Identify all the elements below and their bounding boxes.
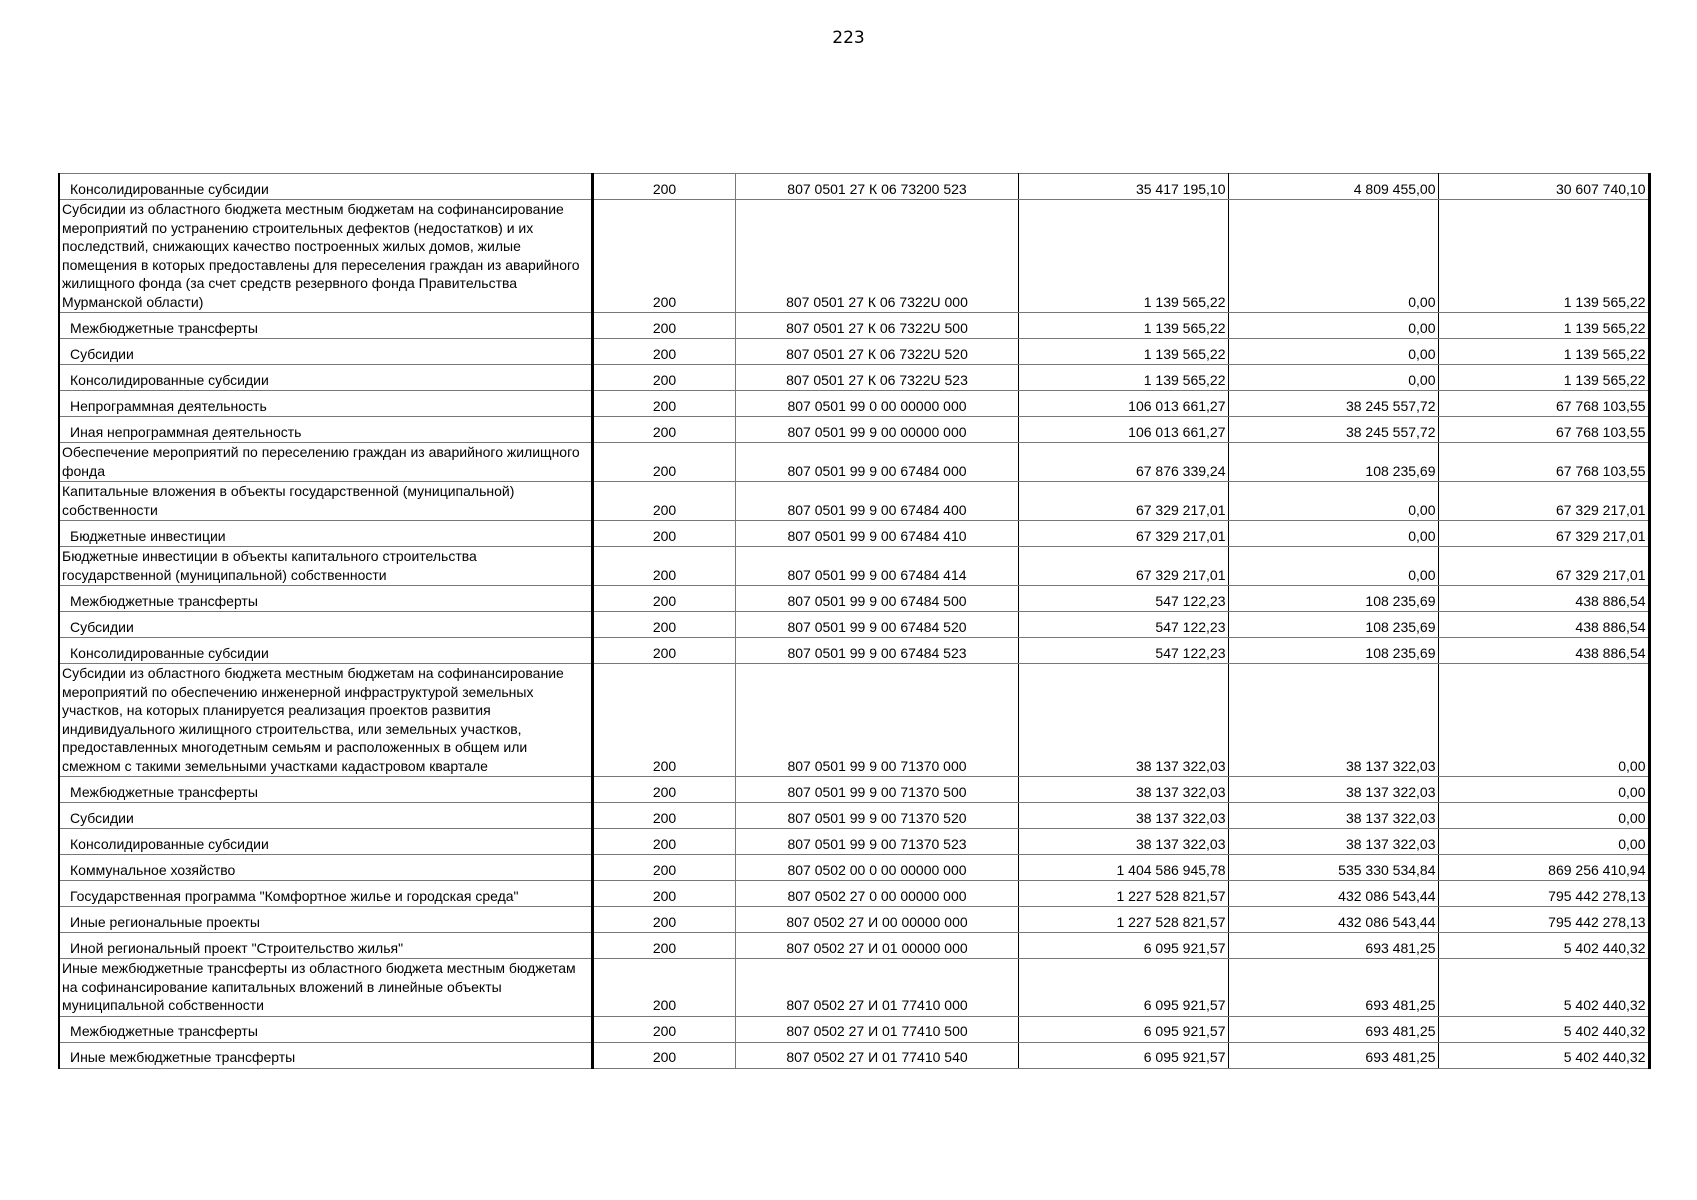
row-value-2: 108 235,69 [1228, 443, 1438, 482]
row-name: Коммунальное хозяйство [59, 855, 592, 881]
row-value-3: 5 402 440,32 [1438, 959, 1649, 1017]
row-code: 200 [592, 547, 735, 586]
row-value-3: 67 768 103,55 [1438, 443, 1649, 482]
table-row [59, 907, 1649, 933]
row-kbk: 807 0501 99 9 00 71370 523 [735, 829, 1018, 855]
row-value-1: 67 329 217,01 [1018, 547, 1228, 586]
row-value-1: 106 013 661,27 [1018, 391, 1228, 417]
row-code: 200 [592, 829, 735, 855]
row-kbk: 807 0501 99 9 00 67484 500 [735, 586, 1018, 612]
row-name: Государственная программа "Комфортное жилье и городская среда" [59, 881, 592, 907]
row-value-3: 438 886,54 [1438, 586, 1649, 612]
table-row [59, 612, 1649, 638]
table-row [59, 638, 1649, 664]
row-kbk: 807 0502 27 И 01 77410 500 [735, 1016, 1018, 1042]
row-value-3: 438 886,54 [1438, 612, 1649, 638]
row-kbk: 807 0502 27 И 01 77410 540 [735, 1042, 1018, 1068]
row-value-1: 38 137 322,03 [1018, 829, 1228, 855]
row-value-1: 38 137 322,03 [1018, 803, 1228, 829]
row-value-3: 1 139 565,22 [1438, 339, 1649, 365]
row-value-2: 38 137 322,03 [1228, 664, 1438, 777]
row-value-3: 67 768 103,55 [1438, 417, 1649, 443]
row-value-1: 6 095 921,57 [1018, 959, 1228, 1017]
table-row [59, 339, 1649, 365]
row-value-2: 108 235,69 [1228, 612, 1438, 638]
row-value-3: 30 607 740,10 [1438, 174, 1649, 200]
row-value-2: 0,00 [1228, 482, 1438, 521]
row-kbk: 807 0501 99 9 00 71370 520 [735, 803, 1018, 829]
row-value-3: 5 402 440,32 [1438, 933, 1649, 959]
row-value-2: 0,00 [1228, 365, 1438, 391]
table-row [59, 365, 1649, 391]
row-code: 200 [592, 313, 735, 339]
row-value-1: 67 329 217,01 [1018, 521, 1228, 547]
row-value-2: 38 137 322,03 [1228, 803, 1438, 829]
row-code: 200 [592, 881, 735, 907]
row-value-1: 6 095 921,57 [1018, 933, 1228, 959]
table-body [59, 174, 1649, 1069]
row-kbk: 807 0502 00 0 00 00000 000 [735, 855, 1018, 881]
row-name: Иные межбюджетные трансферты [59, 1042, 592, 1068]
budget-table [58, 173, 1651, 1069]
row-kbk: 807 0501 27 К 06 7322U 500 [735, 313, 1018, 339]
row-value-2: 693 481,25 [1228, 1016, 1438, 1042]
row-value-1: 6 095 921,57 [1018, 1042, 1228, 1068]
row-value-3: 0,00 [1438, 803, 1649, 829]
table-row [59, 664, 1649, 777]
row-name: Консолидированные субсидии [59, 174, 592, 200]
row-kbk: 807 0501 99 9 00 67484 400 [735, 482, 1018, 521]
row-value-3: 5 402 440,32 [1438, 1042, 1649, 1068]
row-code: 200 [592, 1042, 735, 1068]
row-kbk: 807 0501 99 0 00 00000 000 [735, 391, 1018, 417]
table-row [59, 829, 1649, 855]
row-kbk: 807 0502 27 0 00 00000 000 [735, 881, 1018, 907]
row-kbk: 807 0501 99 9 00 71370 500 [735, 777, 1018, 803]
row-name: Межбюджетные трансферты [59, 313, 592, 339]
row-value-2: 108 235,69 [1228, 586, 1438, 612]
table-row [59, 933, 1649, 959]
row-name: Межбюджетные трансферты [59, 1016, 592, 1042]
table-row [59, 803, 1649, 829]
row-name: Капитальные вложения в объекты государственной (муниципальной) собственности [59, 482, 592, 521]
row-name: Иная непрограммная деятельность [59, 417, 592, 443]
row-kbk: 807 0501 27 К 06 7322U 523 [735, 365, 1018, 391]
row-value-2: 0,00 [1228, 521, 1438, 547]
row-name: Консолидированные субсидии [59, 638, 592, 664]
row-value-1: 547 122,23 [1018, 612, 1228, 638]
row-value-1: 67 329 217,01 [1018, 482, 1228, 521]
row-code: 200 [592, 933, 735, 959]
row-kbk: 807 0501 99 9 00 67484 520 [735, 612, 1018, 638]
row-value-2: 38 137 322,03 [1228, 829, 1438, 855]
row-code: 200 [592, 200, 735, 313]
row-value-3: 5 402 440,32 [1438, 1016, 1649, 1042]
row-value-2: 108 235,69 [1228, 638, 1438, 664]
table-row [59, 443, 1649, 482]
row-code: 200 [592, 664, 735, 777]
row-value-3: 0,00 [1438, 777, 1649, 803]
row-name: Субсидии [59, 612, 592, 638]
row-code: 200 [592, 521, 735, 547]
row-value-1: 547 122,23 [1018, 638, 1228, 664]
row-value-1: 38 137 322,03 [1018, 664, 1228, 777]
row-kbk: 807 0501 99 9 00 67484 414 [735, 547, 1018, 586]
row-value-2: 535 330 534,84 [1228, 855, 1438, 881]
row-name: Межбюджетные трансферты [59, 777, 592, 803]
row-value-3: 67 329 217,01 [1438, 547, 1649, 586]
table-row [59, 417, 1649, 443]
row-code: 200 [592, 1016, 735, 1042]
table-row [59, 521, 1649, 547]
row-value-1: 6 095 921,57 [1018, 1016, 1228, 1042]
row-value-2: 0,00 [1228, 200, 1438, 313]
row-kbk: 807 0501 99 9 00 67484 000 [735, 443, 1018, 482]
table-row [59, 482, 1649, 521]
row-kbk: 807 0501 99 9 00 67484 410 [735, 521, 1018, 547]
row-value-3: 67 768 103,55 [1438, 391, 1649, 417]
table-row [59, 1016, 1649, 1042]
row-name: Консолидированные субсидии [59, 829, 592, 855]
row-kbk: 807 0502 27 И 00 00000 000 [735, 907, 1018, 933]
row-value-1: 106 013 661,27 [1018, 417, 1228, 443]
row-kbk: 807 0502 27 И 01 77410 000 [735, 959, 1018, 1017]
row-value-2: 693 481,25 [1228, 1042, 1438, 1068]
row-kbk: 807 0501 27 К 06 7322U 520 [735, 339, 1018, 365]
row-value-2: 38 245 557,72 [1228, 391, 1438, 417]
row-name: Субсидии из областного бюджета местным бюджетам на софинансирование мероприятий по устранению строительных дефектов (недостатков) и их последствий, снижающих качество построенных жилых домов, жилые помещения в которых предоставлены для переселения граждан из аварийного жилищного фонда (за счет средств резервного фонда Правительства Мурманской области) [59, 200, 592, 313]
row-value-2: 432 086 543,44 [1228, 881, 1438, 907]
table-row [59, 777, 1649, 803]
page-number: 223 [832, 28, 865, 48]
row-code: 200 [592, 174, 735, 200]
row-value-3: 795 442 278,13 [1438, 881, 1649, 907]
row-value-2: 693 481,25 [1228, 933, 1438, 959]
row-value-1: 1 139 565,22 [1018, 313, 1228, 339]
row-value-2: 4 809 455,00 [1228, 174, 1438, 200]
row-kbk: 807 0502 27 И 01 00000 000 [735, 933, 1018, 959]
row-value-2: 38 137 322,03 [1228, 777, 1438, 803]
row-name: Консолидированные субсидии [59, 365, 592, 391]
row-value-3: 1 139 565,22 [1438, 200, 1649, 313]
row-name: Обеспечение мероприятий по переселению граждан из аварийного жилищного фонда [59, 443, 592, 482]
row-value-2: 693 481,25 [1228, 959, 1438, 1017]
row-code: 200 [592, 443, 735, 482]
table-row [59, 391, 1649, 417]
row-kbk: 807 0501 27 К 06 73200 523 [735, 174, 1018, 200]
row-kbk: 807 0501 99 9 00 00000 000 [735, 417, 1018, 443]
row-value-3: 438 886,54 [1438, 638, 1649, 664]
row-value-1: 547 122,23 [1018, 586, 1228, 612]
row-code: 200 [592, 638, 735, 664]
row-value-2: 0,00 [1228, 339, 1438, 365]
row-code: 200 [592, 612, 735, 638]
row-value-1: 1 404 586 945,78 [1018, 855, 1228, 881]
row-value-3: 67 329 217,01 [1438, 482, 1649, 521]
row-code: 200 [592, 907, 735, 933]
row-code: 200 [592, 339, 735, 365]
row-kbk: 807 0501 99 9 00 67484 523 [735, 638, 1018, 664]
table-row [59, 855, 1649, 881]
row-value-3: 0,00 [1438, 664, 1649, 777]
row-code: 200 [592, 417, 735, 443]
row-value-3: 1 139 565,22 [1438, 365, 1649, 391]
row-name: Иной региональный проект "Строительство жилья" [59, 933, 592, 959]
row-value-1: 67 876 339,24 [1018, 443, 1228, 482]
table-row [59, 586, 1649, 612]
table-row [59, 174, 1649, 200]
row-name: Субсидии [59, 803, 592, 829]
table-row [59, 200, 1649, 313]
row-code: 200 [592, 959, 735, 1017]
row-value-1: 1 227 528 821,57 [1018, 907, 1228, 933]
row-code: 200 [592, 482, 735, 521]
row-kbk: 807 0501 99 9 00 71370 000 [735, 664, 1018, 777]
row-value-2: 38 245 557,72 [1228, 417, 1438, 443]
row-name: Субсидии [59, 339, 592, 365]
row-value-1: 1 139 565,22 [1018, 339, 1228, 365]
row-value-3: 869 256 410,94 [1438, 855, 1649, 881]
row-name: Межбюджетные трансферты [59, 586, 592, 612]
row-code: 200 [592, 586, 735, 612]
row-name: Иные региональные проекты [59, 907, 592, 933]
table-row [59, 547, 1649, 586]
row-value-1: 35 417 195,10 [1018, 174, 1228, 200]
row-code: 200 [592, 803, 735, 829]
row-value-2: 432 086 543,44 [1228, 907, 1438, 933]
row-value-1: 1 139 565,22 [1018, 365, 1228, 391]
row-kbk: 807 0501 27 К 06 7322U 000 [735, 200, 1018, 313]
row-code: 200 [592, 777, 735, 803]
row-code: 200 [592, 391, 735, 417]
row-value-3: 1 139 565,22 [1438, 313, 1649, 339]
row-value-3: 795 442 278,13 [1438, 907, 1649, 933]
row-code: 200 [592, 855, 735, 881]
row-name: Иные межбюджетные трансферты из областного бюджета местным бюджетам на софинансирование капитальных вложений в линейные объекты муниципальной собственности [59, 959, 592, 1017]
row-value-1: 38 137 322,03 [1018, 777, 1228, 803]
row-value-1: 1 227 528 821,57 [1018, 881, 1228, 907]
table-row [59, 959, 1649, 1017]
row-name: Бюджетные инвестиции [59, 521, 592, 547]
row-name: Бюджетные инвестиции в объекты капитального строительства государственной (муниципальной) собственности [59, 547, 592, 586]
row-value-2: 0,00 [1228, 547, 1438, 586]
row-value-1: 1 139 565,22 [1018, 200, 1228, 313]
row-name: Субсидии из областного бюджета местным бюджетам на софинансирование мероприятий по обеспечению инженерной инфраструктурой земельных участков, на которых планируется реализация проектов развития индивидуального жилищного строительства, или земельных участков, предоставленных многодетным семьям и расположенных в общем или смежном с такими земельными участками кадастровом квартале [59, 664, 592, 777]
table-row [59, 1042, 1649, 1068]
table-row [59, 313, 1649, 339]
row-value-3: 0,00 [1438, 829, 1649, 855]
row-name: Непрограммная деятельность [59, 391, 592, 417]
row-value-2: 0,00 [1228, 313, 1438, 339]
table-row [59, 881, 1649, 907]
row-value-3: 67 329 217,01 [1438, 521, 1649, 547]
row-code: 200 [592, 365, 735, 391]
